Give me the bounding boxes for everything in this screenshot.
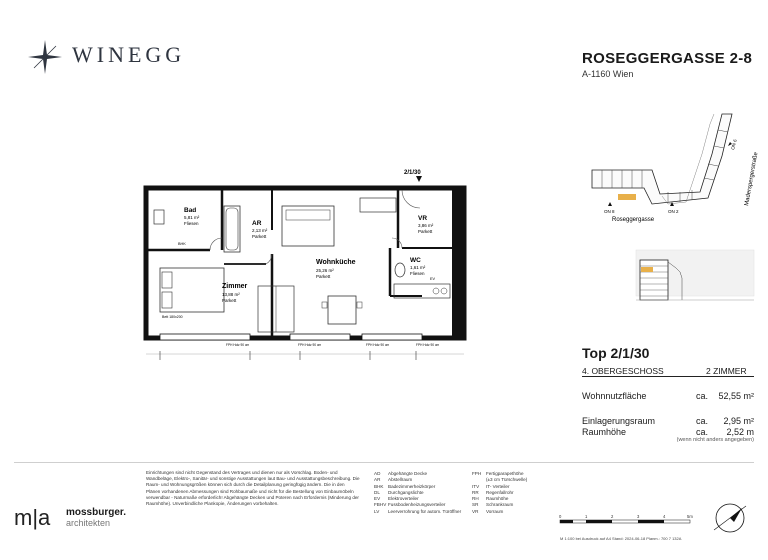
footer-divider bbox=[14, 462, 754, 463]
winegg-logo-star-icon bbox=[26, 38, 64, 76]
scale-bar bbox=[558, 512, 698, 534]
area-label-wohnnutz: Wohnnutzfläche bbox=[582, 391, 647, 401]
window bbox=[160, 334, 250, 340]
height-note: (wenn nicht anders angegeben) bbox=[676, 437, 754, 443]
scale-number: 3 bbox=[637, 514, 640, 519]
scale-number: 1 bbox=[585, 514, 588, 519]
legend-item: VR Vorraum bbox=[472, 508, 504, 514]
on-label: ON 8 bbox=[604, 209, 615, 214]
door-swing bbox=[402, 190, 420, 208]
architect-logo-mark: m|a bbox=[14, 505, 51, 530]
building-outline bbox=[592, 114, 732, 204]
legend-column-1 bbox=[374, 471, 470, 515]
room-name-wohnkueche: Wohnküche bbox=[316, 259, 356, 266]
stove-burner bbox=[433, 288, 439, 294]
key-site-plan bbox=[582, 94, 760, 224]
height-value: 2,52 m bbox=[726, 427, 754, 437]
room-area-vr: 3,86 m² bbox=[418, 223, 434, 228]
room-name-vr: VR bbox=[418, 215, 428, 222]
room-name-ar: AR bbox=[252, 220, 262, 227]
bathtub-inner bbox=[226, 208, 238, 250]
building-section bbox=[636, 248, 756, 306]
scale-caption: M 1:100 bei Ausdruck auf A4 Stand: 2024-06-18 Planm.: 700 7 132A bbox=[560, 536, 682, 541]
height-ca: ca. bbox=[696, 427, 709, 437]
unit-floor: 4. OBERGESCHOSS bbox=[582, 366, 664, 376]
room-area-zimmer: 13,88 m² bbox=[222, 292, 240, 297]
scale-number: 5m bbox=[687, 514, 693, 519]
street-label: Roseggergasse bbox=[612, 217, 655, 223]
bed bbox=[160, 268, 224, 312]
legend-item: EV Elektroverteiler bbox=[374, 496, 419, 502]
room-area-wc: 1,61 m² bbox=[410, 265, 426, 270]
legend-column-2 bbox=[472, 471, 544, 515]
legend-item: SR Schrankraum bbox=[472, 502, 514, 508]
on-label: ON 2 bbox=[668, 209, 679, 214]
kitchen-counter bbox=[360, 198, 396, 212]
pillow bbox=[162, 272, 172, 288]
project-title: ROSEGGERGASSE 2-8 bbox=[582, 50, 753, 67]
bathtub bbox=[224, 206, 240, 252]
unit-top-id: Top 2/1/30 bbox=[582, 345, 650, 361]
room-floor-wc: Fliesen bbox=[410, 271, 425, 276]
legend-item: AR Abstellraum bbox=[374, 477, 413, 483]
section-floor-highlight bbox=[641, 267, 653, 272]
scale-number: 4 bbox=[663, 514, 666, 519]
room-area-ar: 2,13 m² bbox=[252, 228, 268, 233]
window bbox=[290, 334, 350, 340]
sill-label: FPH Holz 90 cm bbox=[366, 343, 390, 347]
floor-plan bbox=[140, 168, 470, 370]
room-name-wc: WC bbox=[410, 257, 421, 264]
room-name-bad: Bad bbox=[184, 207, 197, 214]
sink bbox=[154, 210, 164, 224]
legend-item: (±3 cm Türschwelle) bbox=[486, 477, 528, 483]
area-value-wohnnutz: 52,55 m² bbox=[718, 391, 754, 401]
area-label-einlagerung: Einlagerungsraum bbox=[582, 416, 656, 426]
legend-item: DL Durchgangslichte bbox=[374, 489, 424, 495]
toilet bbox=[395, 263, 405, 277]
area-ca: ca. bbox=[696, 391, 709, 401]
room-area-wohnkueche: 25,26 m² bbox=[316, 268, 334, 273]
legend-item: AD Abgehängte Decke bbox=[374, 471, 428, 476]
legend-item: FBHV Fussbodenheizungsverteiler bbox=[374, 502, 446, 508]
brand-name: WINEGG bbox=[72, 42, 186, 67]
room-floor-bad: Fliesen bbox=[184, 221, 199, 226]
entry-arrow-icon bbox=[416, 176, 422, 182]
room-floor-ar: Parkett bbox=[252, 234, 267, 239]
on-label: ON 6 bbox=[730, 138, 738, 151]
legend-item: LV Leerverrohrung für autom. Türöffner bbox=[374, 508, 462, 514]
legend-item: FPH Fertigparapethöhe bbox=[472, 471, 524, 476]
north-arrow-icon bbox=[708, 496, 752, 540]
legend-item: RR Regenfallrohr bbox=[472, 489, 514, 495]
legend-item: ITV IT- Verteiler bbox=[472, 483, 510, 489]
scale-number: 2 bbox=[611, 514, 614, 519]
architect-sub: architekten bbox=[66, 518, 111, 528]
sofa bbox=[282, 206, 334, 246]
scale-number: 0 bbox=[559, 514, 562, 519]
pillow bbox=[162, 292, 172, 308]
room-area-bad: 5,81 m² bbox=[184, 215, 200, 220]
room-floor-zimmer: Parkett bbox=[222, 298, 237, 303]
project-address: A-1160 Wien bbox=[582, 69, 634, 79]
unit-room-count: 2 ZIMMER bbox=[706, 366, 747, 376]
stove-burner bbox=[441, 288, 447, 294]
info-divider bbox=[582, 376, 754, 377]
architect-name: mossburger. bbox=[66, 507, 127, 518]
dimension-tick bbox=[160, 351, 416, 360]
area-ca: ca. bbox=[696, 416, 709, 426]
unit-highlight bbox=[618, 194, 636, 200]
room-name-zimmer: Zimmer bbox=[222, 283, 248, 290]
sill-label: FPH Holz 90 cm bbox=[226, 343, 250, 347]
sill-label: FPH Holz 90 cm bbox=[416, 343, 440, 347]
legend-item: RH Raumhöhe bbox=[472, 496, 509, 502]
dining-table bbox=[328, 296, 356, 324]
label-ev: EV bbox=[430, 277, 436, 281]
right-wall-block bbox=[452, 188, 464, 338]
label-bhk: BHK bbox=[178, 242, 186, 246]
legend-item: BHK Badezimmerheizkörper bbox=[374, 483, 436, 489]
door-swing bbox=[210, 238, 222, 250]
sill-label: FPH Holz 90 cm bbox=[298, 343, 322, 347]
unit-marker: 2/1/30 bbox=[404, 170, 421, 176]
label-bed: Bett 180x200 bbox=[162, 315, 183, 319]
window bbox=[362, 334, 422, 340]
entry-arrow-icon bbox=[608, 202, 612, 206]
disclaimer-text: Einrichtungen sind nicht Gegenstand des Vertrages und dienen nur als Vorschlag. Boden- und Wandbeläge, Elektro-, Sanitär- und sonstige Ausstattungen laut Bau- und Ausstattungsbeschreibung. Die Raum- und Wohnungsgrößen können sich durch die Detailplanung geringfügig ändern. Die in den Plänen vorhandenen Abmessungen sind Rohbaumaße und nicht für die Bestellung von Einbaumöbeln verwendbar - Naturmaße erforderlich! Abgehängte Decken und Poteren nach Erfordernis (Minderung der Raumhöhe). Unverbindliche Plankopie, Änderungen vorbehalten. bbox=[146, 470, 360, 507]
side-street-label: Maderspergerstraße bbox=[744, 151, 760, 207]
room-floor-vr: Parkett bbox=[418, 229, 433, 234]
entry-arrow-icon bbox=[670, 202, 674, 206]
area-value-einlagerung: 2,95 m² bbox=[723, 416, 754, 426]
room-floor-wohnkueche: Parkett bbox=[316, 274, 331, 279]
height-label: Raumhöhe bbox=[582, 427, 627, 437]
